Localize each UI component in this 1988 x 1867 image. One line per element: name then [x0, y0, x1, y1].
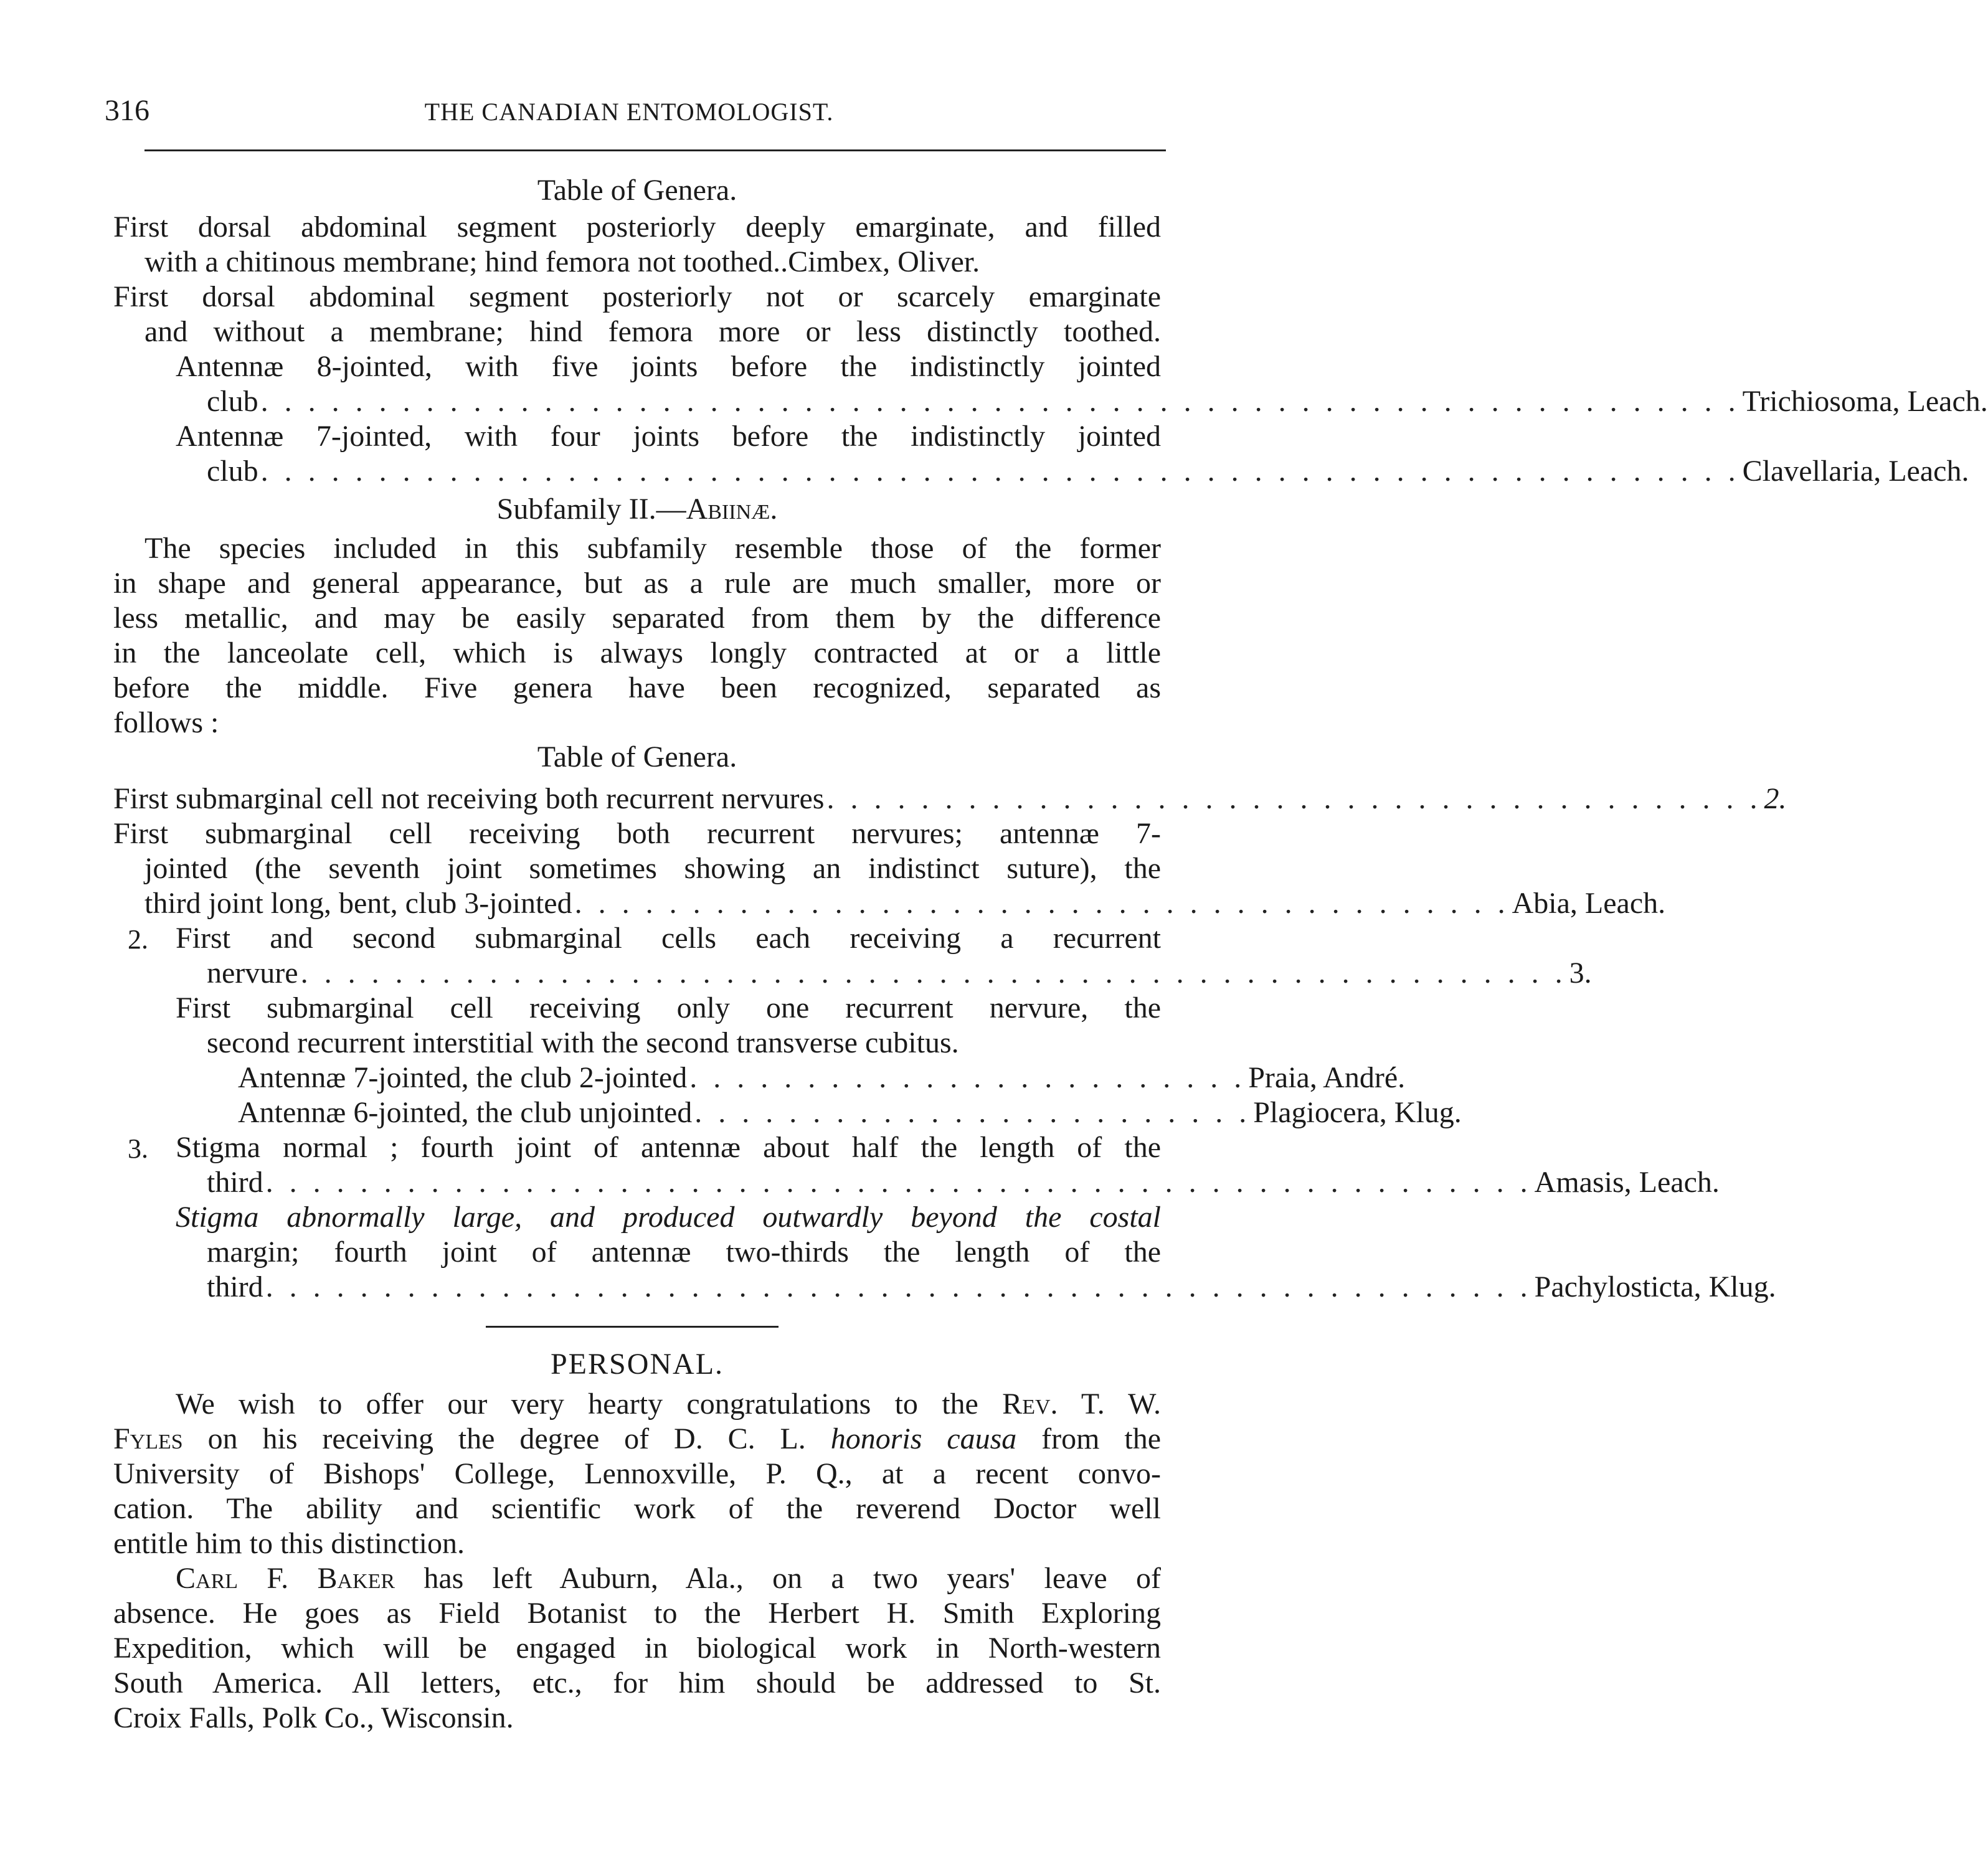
text: on his receiving the degree of D. C. L.: [207, 1422, 806, 1455]
subfamily-para-line-3: less metallic, and may be easily separated from them by the difference: [113, 602, 1161, 635]
subfamily-para-line-4: in the lanceolate cell, which is always longly contracted at or a little: [113, 636, 1161, 669]
table2-entry-plagiocera: [238, 1095, 1462, 1130]
person-name: Carl F. Baker: [176, 1562, 395, 1595]
entry-text: third: [207, 1270, 263, 1303]
table2-line-l2: margin; fourth joint of antennæ two-thirds the length of the: [207, 1236, 1161, 1269]
entry-text: third joint long, bent, club 3-jointed: [144, 887, 572, 920]
couplet-number-2: 2.: [128, 924, 148, 955]
table2-entry-1: [113, 782, 1787, 816]
table2-entry-amasis: [207, 1165, 1720, 1200]
personal-p1-line-1: [176, 1387, 1161, 1422]
table2-line-f1: First submarginal cell receiving both recurrent nervures; antennæ 7-: [113, 817, 1161, 850]
entry-text: club: [207, 385, 258, 418]
personal-p1-line-3: University of Bishops' College, Lennoxville, P. Q., at a recent convo-: [113, 1457, 1161, 1490]
personal-p2-line-1: [176, 1561, 1161, 1596]
entry-text: First submarginal cell not receiving both recurrent nervures: [113, 782, 825, 815]
leader-dots: . . . . . . . . . . . . . . . . . . . . . . . . . . . . . . . . . . . . . . . . . . . . . . . . . . . . . . . . . . . . . . .: [260, 455, 1740, 488]
leader-dots: . . . . . . . . . . . . . . . . . . . . . . . . . . . . . . . . . . . . . . . . . . . . . . . . . . . . . .: [265, 1166, 1532, 1199]
table2-entry-pachylosticta: [207, 1270, 1776, 1305]
leader-dots: . . . . . . . . . . . . . . . . . . . . . . . .: [694, 1096, 1251, 1129]
page-number: 316: [105, 94, 149, 127]
genus-name: Plagiocera, Klug.: [1253, 1096, 1462, 1129]
personal-p2-line-2: absence. He goes as Field Botanist to the Herbert H. Smith Exploring: [113, 1597, 1161, 1630]
table1-entry-cimbex: [144, 245, 1161, 280]
subfamily-para-line-6: follows :: [113, 706, 219, 739]
table1-line-a1: First dorsal abdominal segment posteriorly deeply emarginate, and filled: [113, 210, 1161, 243]
table2-entry-praia: [238, 1061, 1406, 1095]
reference-number: 3.: [1569, 957, 1592, 990]
table1-title: Table of Genera.: [537, 174, 737, 207]
text: has left Auburn, Ala., on a two years' leave of: [424, 1562, 1162, 1595]
entry-text: with a chitinous membrane; hind femora not toothed..: [144, 245, 788, 278]
subfamily-heading: [113, 492, 1161, 527]
personal-p1-line-5: entitle him to this distinction.: [113, 1527, 465, 1560]
table1-line-d1: Antennæ 7-jointed, with four joints before the indistinctly jointed: [176, 420, 1161, 453]
couplet-number-3: 3.: [128, 1133, 148, 1164]
genus-name: Clavellaria, Leach.: [1742, 455, 1969, 488]
table1-line-b1: First dorsal abdominal segment posteriorly not or scarcely emarginate: [113, 280, 1161, 313]
leader-dots: . . . . . . . . . . . . . . . . . . . . . . . . . . . . . . . . . . . . . . . . . . . . . . . . . . . . . .: [265, 1270, 1532, 1303]
reference-number: 2.: [1764, 782, 1787, 815]
table2-line-k1: Stigma normal ; fourth joint of antennæ about half the length of the: [176, 1131, 1161, 1164]
text: from the: [1041, 1422, 1162, 1455]
entry-text: nervure: [207, 957, 298, 990]
table2-line-l1: Stigma abnormally large, and produced outwardly beyond the costal: [176, 1201, 1161, 1234]
personal-p2-line-5: Croix Falls, Polk Co., Wisconsin.: [113, 1701, 514, 1734]
table1-line-c1: Antennæ 8-jointed, with five joints before the indistinctly jointed: [176, 350, 1161, 383]
subfamily-para-line-5: before the middle. Five genera have been recognized, separated as: [113, 671, 1161, 704]
section-divider: [486, 1326, 779, 1328]
genus-name: Trichiosoma, Leach.: [1742, 385, 1988, 418]
latin-phrase: honoris causa: [830, 1422, 1017, 1455]
personal-p2-line-3: Expedition, which will be engaged in biological work in North-western: [113, 1632, 1161, 1665]
entry-text: club: [207, 455, 258, 488]
genus-name: Amasis, Leach.: [1534, 1166, 1720, 1199]
subfamily-para-line-2: in shape and general appearance, but as a rule are much smaller, more or: [113, 567, 1161, 600]
entry-text: Antennæ 7-jointed, the club 2-jointed: [238, 1061, 688, 1094]
subfamily-para-line-1: The species included in this subfamily resemble those of the former: [144, 532, 1161, 565]
table1-entry-trichiosoma: [207, 384, 1988, 419]
header-rule: [144, 149, 1166, 151]
personal-p1-line-2: [113, 1422, 1161, 1457]
personal-heading: PERSONAL.: [550, 1348, 724, 1381]
table1-entry-clavellaria: [207, 454, 1969, 489]
table2-entry-abia: [144, 886, 1666, 921]
leader-dots: . . . . . . . . . . . . . . . . . . . . . . . . . . . . . . . . . . . . . . . .: [574, 887, 1510, 920]
leader-dots: . . . . . . . . . . . . . . . . . . . . . . . . . . . . . . . . . . . . . . . .: [826, 782, 1762, 815]
table2-line-h1: First submarginal cell receiving only one recurrent nervure, the: [176, 991, 1161, 1024]
table2-line-f2: jointed (the seventh joint sometimes showing an indistinct suture), the: [144, 852, 1161, 885]
genus-name: Abia, Leach.: [1512, 887, 1666, 920]
table1-line-b2: and without a membrane; hind femora more or less distinctly toothed.: [144, 315, 1161, 348]
leader-dots: . . . . . . . . . . . . . . . . . . . . . . . . . . . . . . . . . . . . . . . . . . . . . . . . . . . . . . . . . . . . . . .: [260, 385, 1740, 418]
entry-text: third: [207, 1166, 263, 1199]
genus-name: Praia, André.: [1248, 1061, 1406, 1094]
entry-text: Antennæ 6-jointed, the club unjointed: [238, 1096, 693, 1129]
subfamily-name: Abiinæ.: [686, 493, 778, 526]
text: We wish to offer our very hearty congratulations to the: [176, 1387, 978, 1420]
person-name: Rev. T. W.: [1002, 1387, 1162, 1420]
personal-p1-line-4: cation. The ability and scientific work of the reverend Doctor well: [113, 1492, 1161, 1525]
table2-entry-nervure: [207, 956, 1592, 991]
running-title: THE CANADIAN ENTOMOLOGIST.: [424, 98, 834, 126]
person-name: Fyles: [113, 1422, 183, 1455]
table2-line-g1: First and second submarginal cells each receiving a recurrent: [176, 922, 1161, 955]
subfamily-prefix: Subfamily II.—: [496, 493, 686, 526]
table2-line-h2: second recurrent interstitial with the second transverse cubitus.: [207, 1026, 959, 1059]
table2-title: Table of Genera.: [537, 740, 737, 773]
leader-dots: . . . . . . . . . . . . . . . . . . . . . . . .: [689, 1061, 1246, 1094]
personal-p2-line-4: South America. All letters, etc., for him should be addressed to St.: [113, 1666, 1161, 1699]
genus-name: Cimbex, Oliver.: [788, 245, 980, 278]
genus-name: Pachylosticta, Klug.: [1534, 1270, 1776, 1303]
leader-dots: . . . . . . . . . . . . . . . . . . . . . . . . . . . . . . . . . . . . . . . . . . . . . . . . . . . . . .: [300, 957, 1567, 990]
